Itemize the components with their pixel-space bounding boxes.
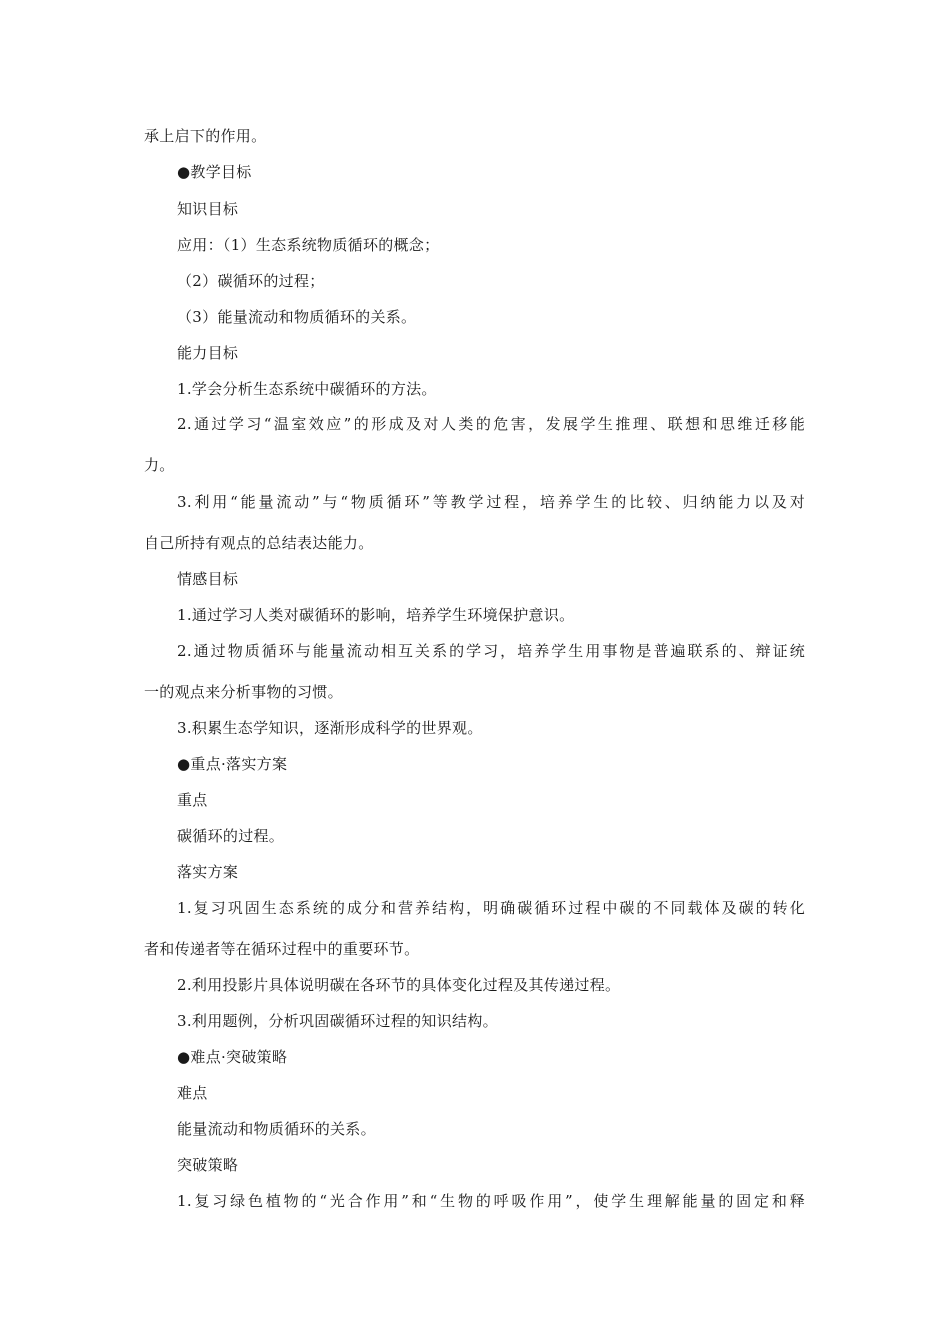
text-line: 3.积累生态学知识，逐渐形成科学的世界观。 xyxy=(177,719,483,737)
subheading: 难点 xyxy=(177,1084,208,1102)
text-line: 者和传递者等在循环过程中的重要环节。 xyxy=(144,940,420,958)
section-heading: ●难点·突破策略 xyxy=(177,1048,288,1066)
text-line: 2.利用投影片具体说明碳在各环节的具体变化过程及其传递过程。 xyxy=(177,976,621,994)
text-line: 3.利用“能量流动”与“物质循环”等教学过程，培养学生的比较、归纳能力以及对 xyxy=(177,493,805,511)
text-line: 1.复习绿色植物的“光合作用”和“生物的呼吸作用”，使学生理解能量的固定和释 xyxy=(177,1192,805,1210)
text-line: 承上启下的作用。 xyxy=(144,127,267,145)
text-line: 2.通过物质循环与能量流动相互关系的学习，培养学生用事物是普遍联系的、辩证统 xyxy=(177,642,805,660)
text-line: （3）能量流动和物质循环的关系。 xyxy=(177,308,417,326)
text-line: 2.通过学习“温室效应”的形成及对人类的危害，发展学生推理、联想和思维迁移能 xyxy=(177,415,805,433)
subheading: 情感目标 xyxy=(177,570,239,588)
subheading: 能力目标 xyxy=(177,344,239,362)
text-line: 能量流动和物质循环的关系。 xyxy=(177,1120,376,1138)
section-heading: ●重点·落实方案 xyxy=(177,755,288,773)
subheading: 知识目标 xyxy=(177,200,239,218)
subheading: 突破策略 xyxy=(177,1156,239,1174)
subheading: 重点 xyxy=(177,791,208,809)
section-heading: ●教学目标 xyxy=(177,163,252,181)
subheading: 落实方案 xyxy=(177,863,239,881)
text-line: 1.通过学习人类对碳循环的影响，培养学生环境保护意识。 xyxy=(177,606,575,624)
text-line: （2）碳循环的过程； xyxy=(177,272,325,290)
text-line: 力。 xyxy=(144,456,175,474)
text-line: 应用：（1）生态系统物质循环的概念； xyxy=(177,236,440,254)
text-line: 碳循环的过程。 xyxy=(177,827,285,845)
text-line: 1.学会分析生态系统中碳循环的方法。 xyxy=(177,380,437,398)
text-line: 一的观点来分析事物的习惯。 xyxy=(144,683,343,701)
text-line: 1.复习巩固生态系统的成分和营养结构，明确碳循环过程中碳的不同载体及碳的转化 xyxy=(177,899,805,917)
text-line: 自己所持有观点的总结表达能力。 xyxy=(144,534,374,552)
text-line: 3.利用题例，分析巩固碳循环过程的知识结构。 xyxy=(177,1012,498,1030)
